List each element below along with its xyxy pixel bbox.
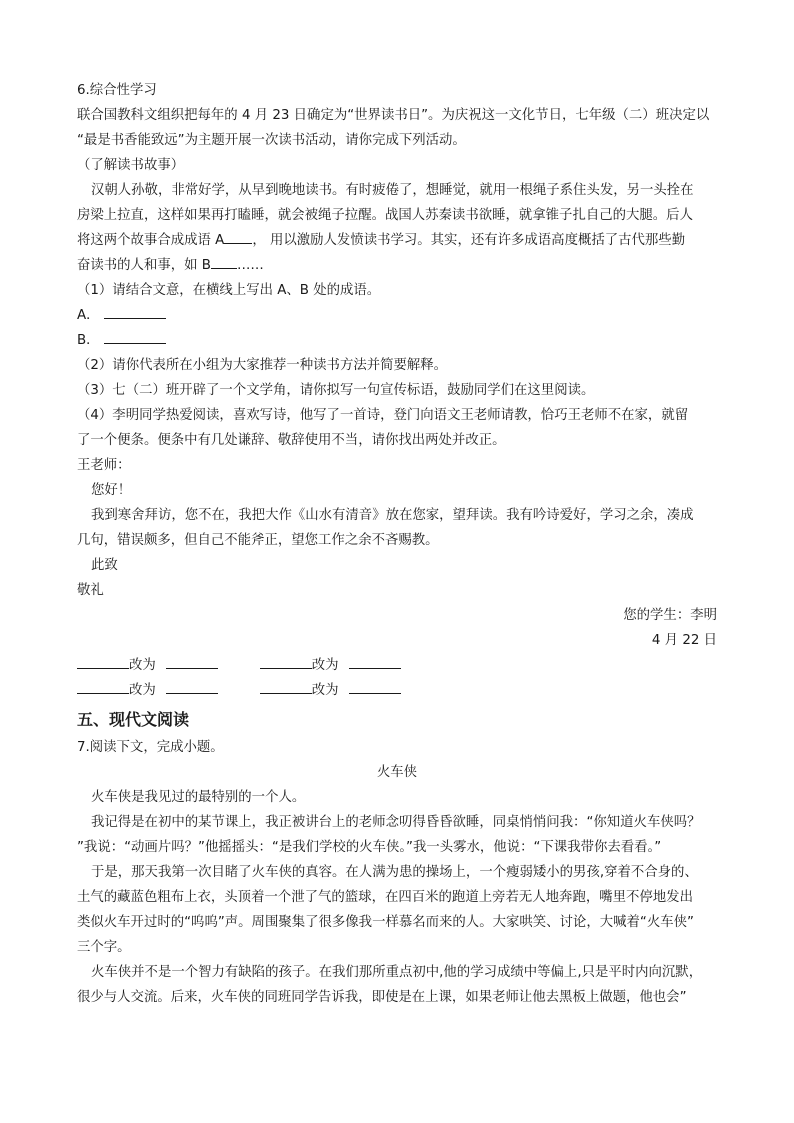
note-signature: 您的学生：李明: [623, 608, 717, 623]
change-label: 改为: [129, 658, 156, 673]
question-7-heading: 7.阅读下文，完成小题。: [77, 740, 224, 755]
article-line: 于是，那天我第一次目睹了火车侠的真容。在人满为患的操场上，一个瘦弱矮小的男孩,穿着不合身的、: [91, 865, 698, 880]
correction-row-2: [77, 678, 717, 703]
article-line: 很少与人交流。后来，火车侠的同班同学告诉我，即使是在上课，如果老师让他去黑板上做题，他也会”: [77, 990, 687, 1005]
story-line-1: 汉朝人孙敬，非常好学，从早到晚地读书。有时疲倦了，想睡觉，就用一根绳子系住头发，另一头拴在: [91, 183, 694, 198]
prompt-2: （2）请你代表所在小组为大家推荐一种读书方法并简要解释。: [77, 358, 448, 373]
answer-a-row: [77, 303, 717, 328]
intro-line-2: “最是书香能致远”为主题开展一次读书活动，请你完成下列活动。: [77, 133, 466, 148]
article-line: ”我说：“动画片吗？”他摇摇头：“是我们学校的火车侠。”我一头雾水，他说：“下课我带你去看看。”: [77, 840, 662, 855]
correction-blank[interactable]: [349, 679, 401, 694]
prompt-3: （3）七（二）班开辟了一个文学角，请你拟写一句宣传标语，鼓励同学们在这里阅读。: [77, 383, 595, 398]
story-line-3b: ， 用以激励人发愤读书学习。其实，还有许多成语高度概括了古代那些勤: [252, 233, 686, 248]
story-line-3: [77, 228, 717, 253]
story-line-4b: ……: [236, 258, 264, 273]
subheading-reading-story: （了解读书故事）: [77, 158, 185, 173]
note-closing-1: 此致: [91, 558, 118, 573]
correction-row-1: [77, 653, 717, 678]
correction-blank[interactable]: [260, 679, 312, 694]
article-line: 三个字。: [77, 940, 131, 955]
article-line: 我记得是在初中的某节课上，我正被讲台上的老师念叨得昏昏欲睡，同桌悄悄问我：“你知道火车侠吗？: [91, 815, 701, 830]
article-line: 土气的藏蓝色粗布上衣，头顶着一个泄了气的篮球，在四百米的跑道上旁若无人地奔跑，嘴里不停地发出: [77, 890, 693, 905]
correction-blank[interactable]: [166, 679, 218, 694]
correction-blank[interactable]: [166, 654, 218, 669]
change-label: 改为: [311, 683, 339, 698]
answer-a-blank[interactable]: [104, 306, 166, 319]
story-line-4: [77, 253, 717, 278]
answer-b-blank[interactable]: [104, 331, 166, 344]
note-closing-2: 敬礼: [77, 583, 104, 598]
correction-blank[interactable]: [77, 679, 129, 694]
exam-page: [77, 78, 717, 1010]
intro-line-1: 联合国教科文组织把每年的 4 月 23 日确定为“世界读书日”。为庆祝这一文化节日，七年级（二）班决定以: [77, 108, 710, 123]
article-line: 火车侠并不是一个智力有缺陷的孩子。在我们那所重点初中,他的学习成绩中等偏上,只是平时内向沉默，: [91, 965, 703, 980]
correction-blank[interactable]: [260, 654, 312, 669]
note-greeting: 您好！: [91, 483, 132, 498]
prompt-4-line-2: 了一个便条。便条中有几处谦辞、敬辞使用不当，请你找出两处并改正。: [77, 433, 506, 448]
answer-b-row: [77, 328, 717, 353]
story-line-3a: 将这两个故事合成成语 A: [77, 233, 225, 248]
article-line: 火车侠是我见过的最特别的一个人。: [91, 790, 306, 805]
note-body-line-2: 几句，错误颇多，但自己不能斧正，望您工作之余不吝赐教。: [77, 533, 439, 548]
note-date: 4 月 22 日: [651, 633, 717, 648]
blank-a[interactable]: [224, 231, 252, 244]
change-label: 改为: [129, 683, 156, 698]
section-5-title: 五、现代文阅读: [77, 710, 190, 729]
blank-b[interactable]: [211, 256, 237, 269]
answer-b-label: B．: [77, 333, 100, 348]
correction-blank[interactable]: [77, 654, 129, 669]
question-6-heading: 6.综合性学习: [77, 83, 157, 98]
note-salutation: 王老师：: [77, 458, 131, 473]
answer-a-label: A．: [77, 308, 100, 323]
story-line-4a: 奋读书的人和事，如 B: [77, 258, 211, 273]
prompt-4-line-1: （4）李明同学热爱阅读，喜欢写诗，他写了一首诗，登门向语文王老师请教，恰巧王老师不在家，就留: [77, 408, 689, 423]
prompt-1: （1）请结合文意，在横线上写出 A、B 处的成语。: [77, 283, 381, 298]
article-line: 类似火车开过时的“呜呜”声。周围聚集了很多像我一样慕名而来的人。大家哄笑、讨论，大喊着“火车侠”: [77, 915, 694, 930]
story-title: 火车侠: [376, 765, 418, 780]
note-body-line-1: 我到寒舍拜访，您不在，我把大作《山水有清音》放在您家，望拜读。我有吟诗爱好，学习之余，凑成: [91, 508, 694, 523]
correction-blank[interactable]: [349, 654, 401, 669]
story-line-2: 房梁上拉直，这样如果再打瞌睡，就会被绳子拉醒。战国人苏秦读书欲睡，就拿锥子扎自己的大腿。后人: [77, 208, 693, 223]
change-label: 改为: [311, 658, 339, 673]
